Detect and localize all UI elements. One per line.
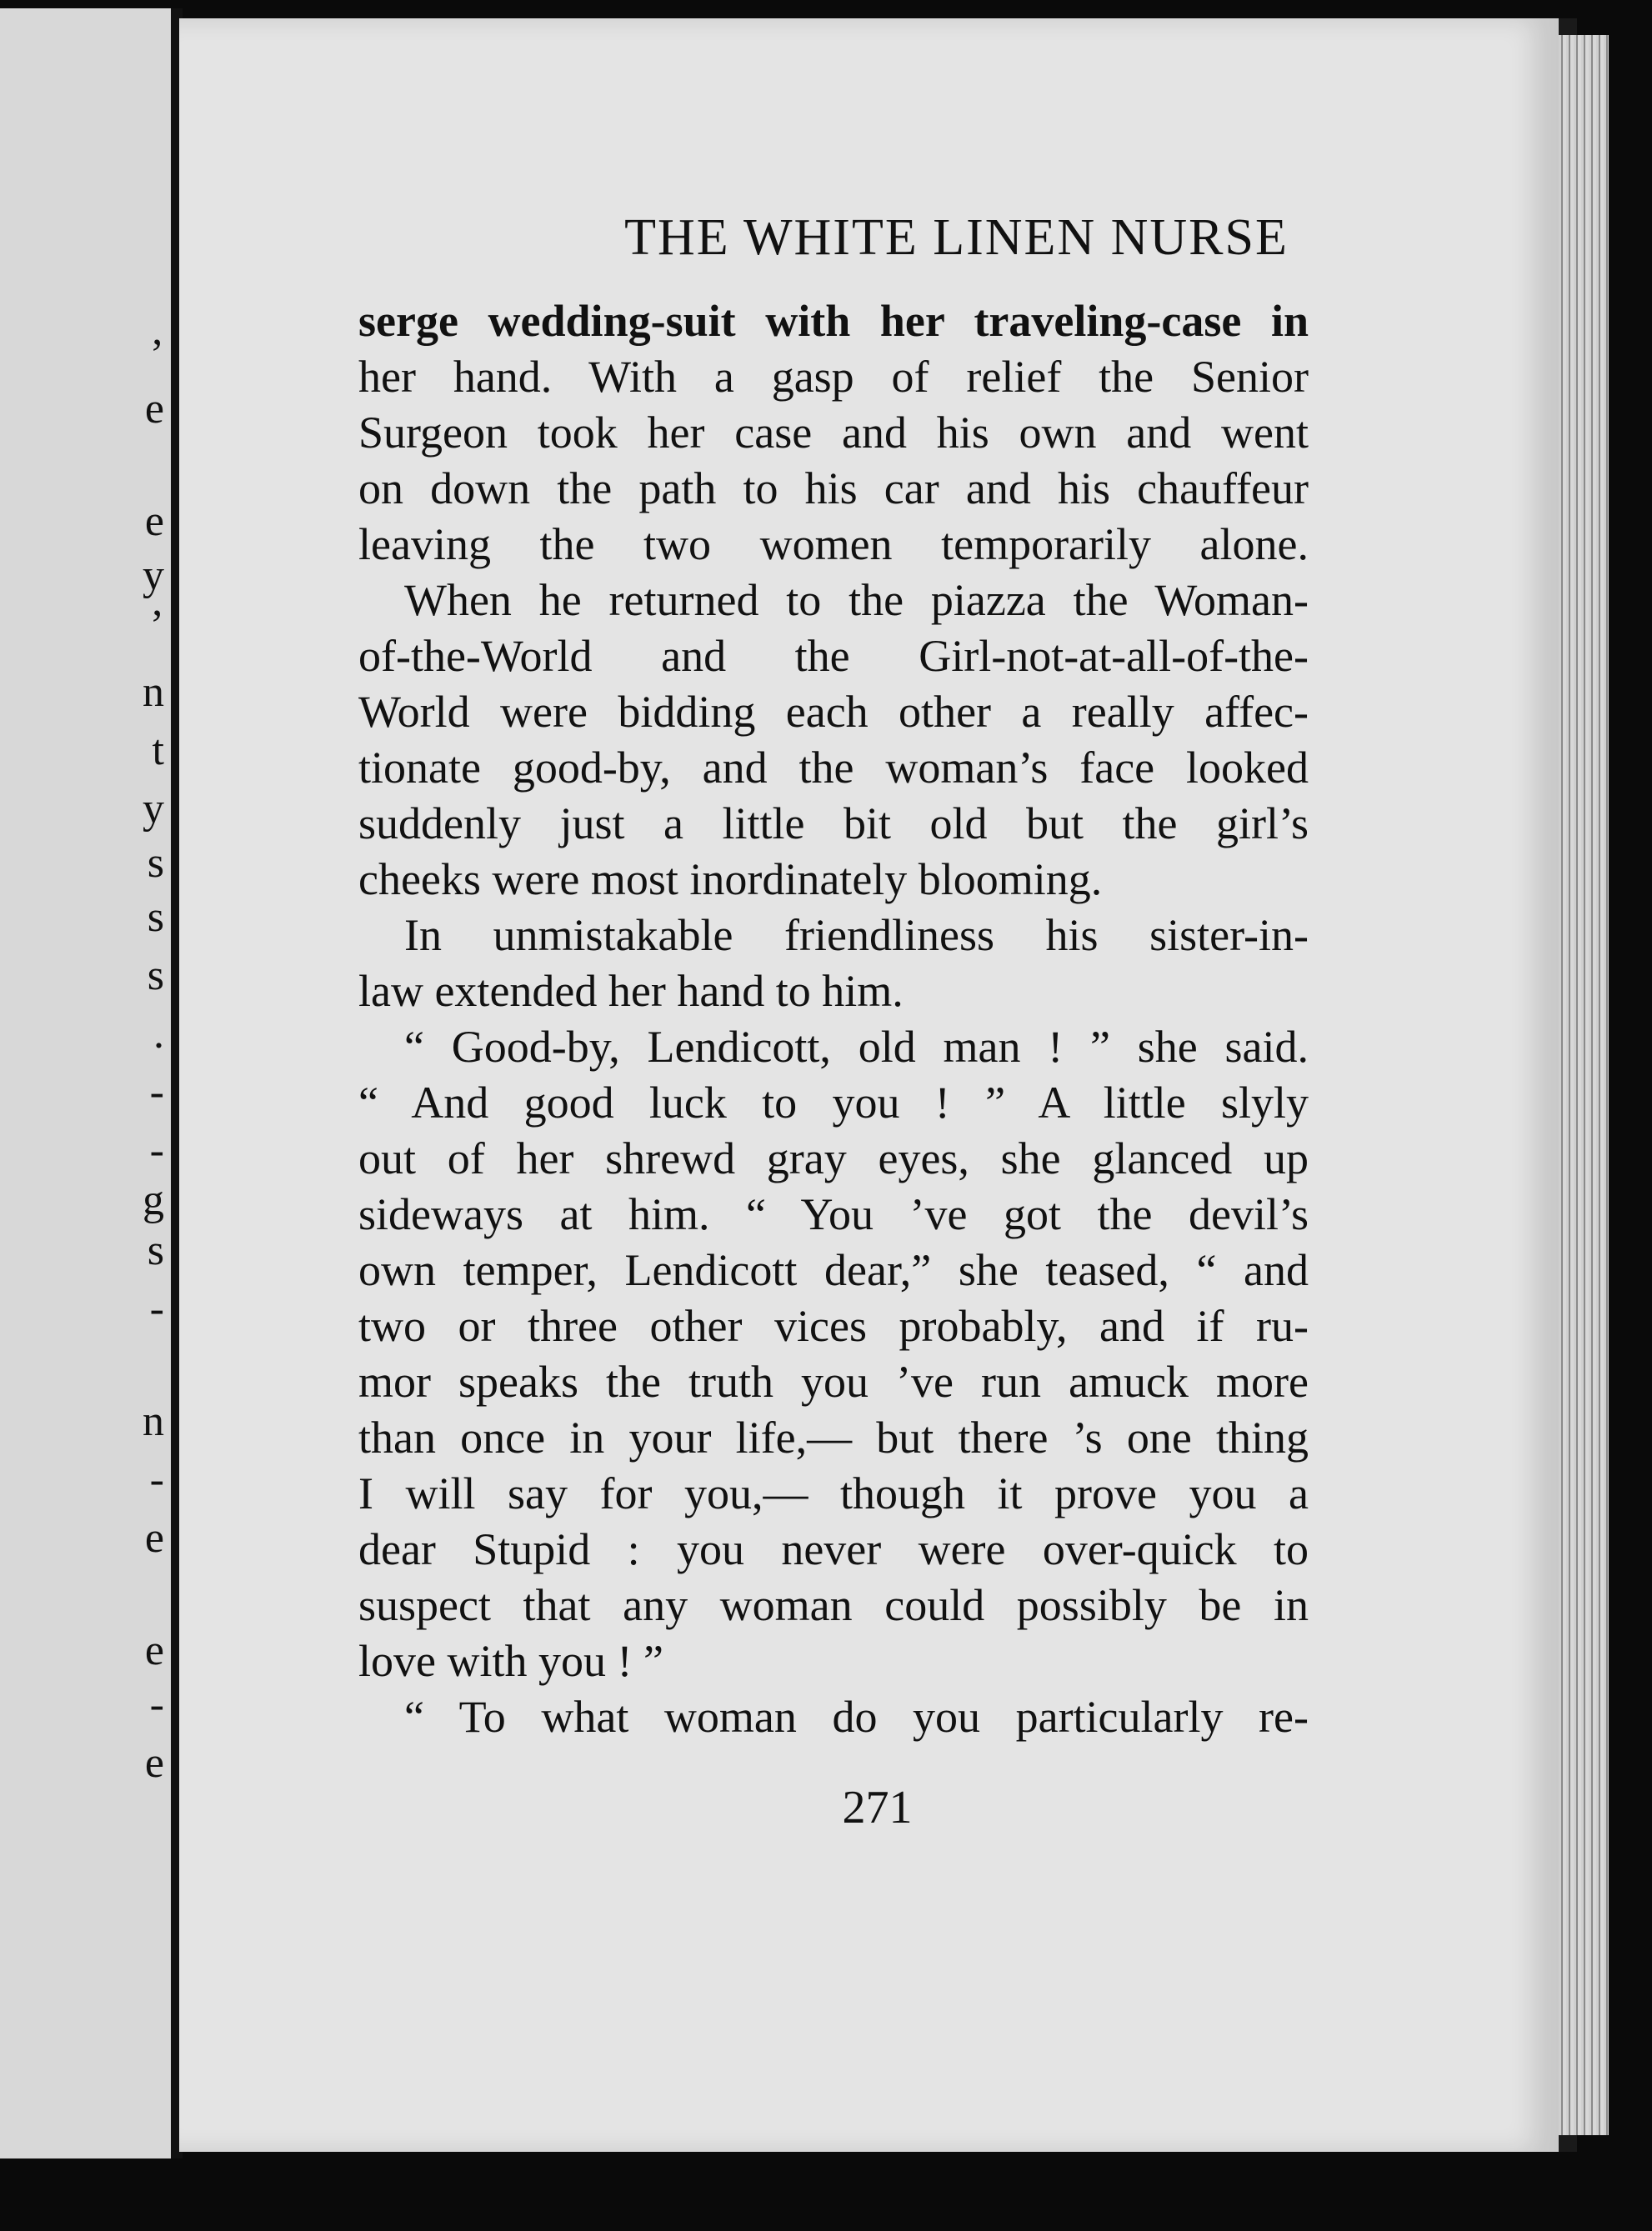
- left-page-char: .: [153, 1010, 164, 1058]
- left-page-char: n: [143, 668, 164, 716]
- left-page-char: ’: [149, 602, 164, 649]
- left-page-char: t: [152, 727, 164, 774]
- left-page-margin-characters: [0, 8, 171, 2158]
- left-page-char: s: [147, 893, 164, 941]
- left-page-char: n: [143, 1398, 164, 1445]
- text-line: “ Good-by, Lendicott, old man ! ” she said.: [404, 1022, 1309, 1072]
- left-page-edge: [0, 8, 183, 2158]
- text-line: out of her shrewd gray eyes, she glanced up: [358, 1133, 1309, 1183]
- book-page: [179, 18, 1577, 2152]
- text-line: I will say for you,— though it prove you a: [358, 1468, 1309, 1518]
- body-text: [358, 293, 1309, 1745]
- left-page-char: e: [144, 498, 164, 545]
- text-line: World were bidding each other a really affec-: [358, 687, 1309, 737]
- left-page-char: -: [149, 1456, 164, 1503]
- left-page-char: e: [144, 1627, 164, 1674]
- text-line: tionate good-by, and the woman’s face looked: [358, 743, 1309, 793]
- left-page-char: ’: [149, 331, 164, 378]
- running-head: THE WHITE LINEN NURSE: [624, 209, 1289, 266]
- page-number: 271: [842, 1782, 913, 1833]
- left-page-char: y: [143, 552, 164, 599]
- left-page-char: s: [147, 839, 164, 887]
- page-edge-shading: [1559, 35, 1609, 2135]
- text-line: suspect that any woman could possibly be in: [358, 1580, 1309, 1630]
- text-line: When he returned to the piazza the Woman-: [404, 575, 1309, 625]
- text-line: In unmistakable friendliness his sister-in-: [404, 910, 1309, 960]
- left-page-char: -: [149, 1127, 164, 1174]
- text-line: love with you ! ”: [358, 1636, 663, 1686]
- left-page-char: e: [144, 1514, 164, 1562]
- text-line: law extended her hand to him.: [358, 966, 904, 1016]
- text-line: “ And good luck to you ! ” A little slyly: [358, 1078, 1309, 1128]
- text-line: dear Stupid : you never were over-quick to: [358, 1524, 1309, 1574]
- text-line: Surgeon took her case and his own and went: [358, 408, 1309, 458]
- text-line: “ To what woman do you particularly re-: [404, 1692, 1309, 1742]
- left-page-char: s: [147, 952, 164, 999]
- left-page-char: s: [147, 1227, 164, 1274]
- text-line: two or three other vices probably, and if ru-: [358, 1301, 1309, 1351]
- text-line: her hand. With a gasp of relief the Senior: [358, 352, 1309, 402]
- text-line: mor speaks the truth you ’ve run amuck more: [358, 1357, 1309, 1407]
- left-page-char: -: [149, 1681, 164, 1728]
- left-page-char: e: [144, 1739, 164, 1787]
- left-page-char: -: [149, 1068, 164, 1116]
- left-page-char: y: [143, 785, 164, 833]
- left-page-char: -: [149, 1285, 164, 1333]
- text-line: sideways at him. “ You ’ve got the devil’s: [358, 1189, 1309, 1239]
- text-line: on down the path to his car and his chauffeur: [358, 463, 1309, 513]
- left-page-char: e: [144, 385, 164, 433]
- text-line: own temper, Lendicott dear,” she teased, “ and: [358, 1245, 1309, 1295]
- left-page-char: g: [143, 1177, 164, 1224]
- text-line: than once in your life,— but there ’s one thing: [358, 1413, 1309, 1463]
- text-line: suddenly just a little bit old but the girl’s: [358, 798, 1309, 848]
- text-line: cheeks were most inordinately blooming.: [358, 854, 1103, 904]
- text-line: serge wedding-suit with her traveling-case in: [358, 296, 1309, 346]
- text-line: leaving the two women temporarily alone.: [358, 519, 1309, 569]
- text-line: of-the-World and the Girl-not-at-all-of-the-: [358, 631, 1309, 681]
